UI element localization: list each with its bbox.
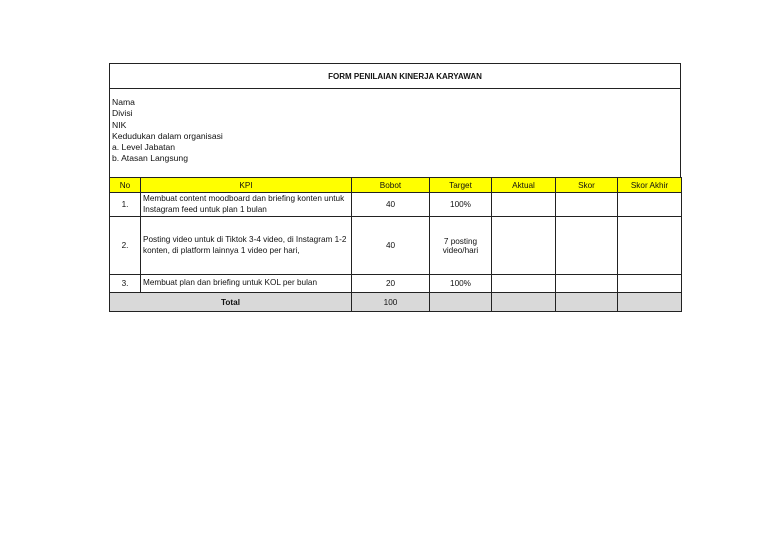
performance-form — [109, 63, 681, 312]
cell-skor[interactable] — [556, 193, 618, 217]
field-divisi: Divisi — [112, 108, 133, 119]
col-skor-akhir: Skor Akhir — [618, 178, 682, 193]
employee-info — [110, 89, 680, 177]
col-target: Target — [430, 178, 492, 193]
form-title: FORM PENILAIAN KINERJA KARYAWAN — [110, 64, 680, 89]
field-kedudukan: Kedudukan dalam organisasi — [112, 130, 223, 141]
cell-target: 100% — [430, 275, 492, 293]
cell-no: 1. — [110, 193, 141, 217]
cell-bobot: 20 — [352, 275, 430, 293]
form-header-box — [109, 63, 681, 177]
cell-no: 3. — [110, 275, 141, 293]
table-header-row — [110, 178, 682, 193]
col-aktual: Aktual — [492, 178, 556, 193]
field-nik: NIK — [112, 119, 127, 130]
cell-bobot: 40 — [352, 193, 430, 217]
total-aktual — [492, 293, 556, 312]
cell-skor-akhir[interactable] — [618, 275, 682, 293]
cell-aktual[interactable] — [492, 275, 556, 293]
field-level-jabatan: a. Level Jabatan — [112, 142, 176, 153]
cell-target: 100% — [430, 193, 492, 217]
cell-kpi: Membuat content moodboard dan briefing konten untuk Instagram feed untuk plan 1 bulan — [141, 193, 352, 217]
total-label: Total — [110, 293, 352, 312]
col-kpi: KPI — [141, 178, 352, 193]
kpi-table — [109, 177, 682, 312]
total-target — [430, 293, 492, 312]
cell-skor[interactable] — [556, 275, 618, 293]
total-skor-akhir — [618, 293, 682, 312]
cell-skor-akhir[interactable] — [618, 193, 682, 217]
cell-skor[interactable] — [556, 217, 618, 275]
cell-kpi: Posting video untuk di Tiktok 3-4 video, di Instagram 1-2 konten, di platform lainnya 1 video per hari, — [141, 217, 352, 275]
total-skor — [556, 293, 618, 312]
col-bobot: Bobot — [352, 178, 430, 193]
table-row — [110, 193, 682, 217]
total-row — [110, 293, 682, 312]
cell-target: 7 posting video/hari — [430, 217, 492, 275]
col-skor: Skor — [556, 178, 618, 193]
field-atasan-langsung: b. Atasan Langsung — [112, 153, 188, 164]
col-no: No — [110, 178, 141, 193]
cell-skor-akhir[interactable] — [618, 217, 682, 275]
cell-bobot: 40 — [352, 217, 430, 275]
total-bobot: 100 — [352, 293, 430, 312]
cell-aktual[interactable] — [492, 193, 556, 217]
field-nama: Nama — [112, 97, 135, 107]
table-row — [110, 275, 682, 293]
table-row — [110, 217, 682, 275]
cell-kpi: Membuat plan dan briefing untuk KOL per bulan — [141, 275, 352, 293]
cell-aktual[interactable] — [492, 217, 556, 275]
cell-no: 2. — [110, 217, 141, 275]
